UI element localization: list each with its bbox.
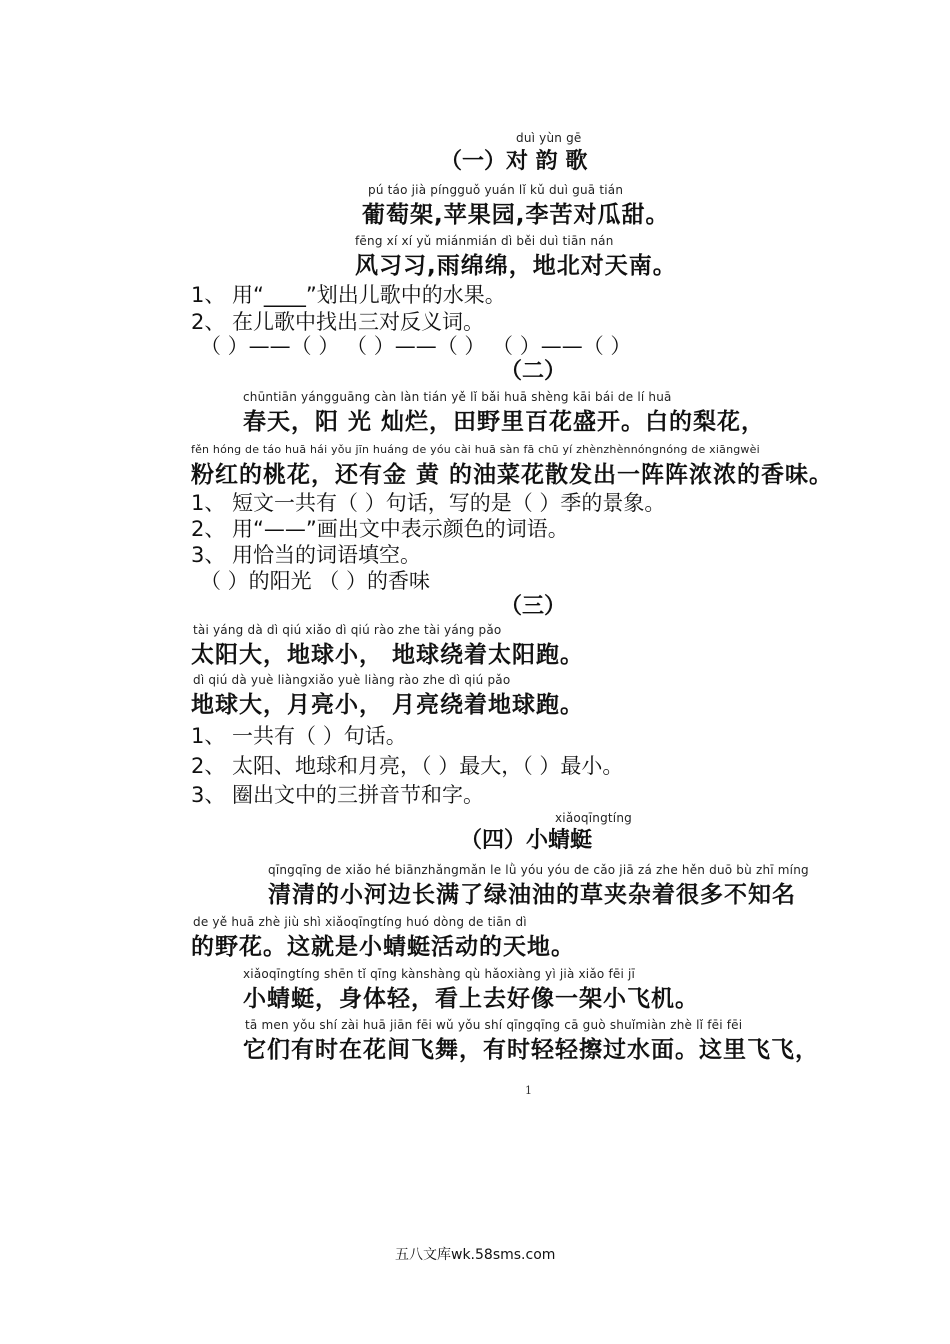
s4-title: （四）小蜻蜓: [460, 828, 593, 853]
s4-line1: 清清的小河边长满了绿油油的草夹杂着很多不知名: [268, 882, 796, 908]
s2-answer-blanks: （ ）的阳光 （ ）的香味: [200, 569, 431, 593]
s1-question-1: 1、 用“____”划出儿歌中的水果。: [191, 283, 506, 307]
s4-line1-pinyin: qīngqīng de xiǎo hé biānzhǎngmǎn le lǜ yóu yóu de cǎo jiā zá zhe hěn duō bù zhī míng: [268, 863, 809, 877]
s4-line4: 它们有时在花间飞舞，有时轻轻擦过水面。这里飞飞，: [243, 1037, 819, 1063]
s2-question-1: 1、 短文一共有（ ）句话，写的是（ ）季的景象。: [191, 491, 666, 515]
s3-line1: 太阳大，地球小， 地球绕着太阳跑。: [191, 642, 585, 668]
s2-title: （二）: [500, 359, 567, 384]
s2-question-3: 3、 用恰当的词语填空。: [191, 543, 422, 567]
s3-question-1: 1、 一共有（ ）句话。: [191, 724, 407, 748]
s2-line2-pinyin: fěn hóng de táo huā hái yǒu jīn huáng de yóu cài huā sàn fā chū yí zhènzhènnóngnóng de xiāngwèi: [191, 443, 760, 456]
s1-answer-blanks: （ ）——（ ） （ ）——（ ） （ ）——（ ）: [200, 334, 632, 358]
s1-title-pinyin: duì yùn gē: [516, 131, 582, 145]
s1-title: （一）对 韵 歌: [440, 149, 588, 174]
s3-question-3: 3、 圈出文中的三拼音节和字。: [191, 783, 485, 807]
s3-line2-pinyin: dì qiú dà yuè liàngxiǎo yuè liàng rào zhe dì qiú pǎo: [193, 673, 511, 687]
s4-line2: 的野花。这就是小蜻蜓活动的天地。: [191, 934, 575, 960]
s2-line2: 粉红的桃花，还有金 黄 的油菜花散发出一阵阵浓浓的香味。: [191, 462, 834, 488]
s1-line2: 风习习,雨绵绵，地北对天南。: [355, 253, 677, 279]
s3-line2: 地球大，月亮小， 月亮绕着地球跑。: [191, 692, 585, 718]
s4-line3: 小蜻蜓，身体轻，看上去好像一架小飞机。: [243, 986, 699, 1012]
s1-question-2: 2、 在儿歌中找出三对反义词。: [191, 310, 485, 334]
s1-line2-pinyin: fēng xí xí yǔ miánmián dì běi duì tiān nán: [355, 234, 614, 248]
s1-line1: 葡萄架,苹果园,李苦对瓜甜。: [362, 202, 670, 228]
s2-question-2: 2、 用“——”画出文中表示颜色的词语。: [191, 517, 569, 541]
s4-line3-pinyin: xiǎoqīngtíng shēn tǐ qīng kànshàng qù hǎoxiàng yì jià xiǎo fēi jī: [243, 967, 636, 981]
s4-line4-pinyin: tā men yǒu shí zài huā jiān fēi wǔ yǒu shí qīngqīng cā guò shuǐmiàn zhè lǐ fēi fēi: [245, 1018, 743, 1032]
s1-line1-pinyin: pú táo jià píngguǒ yuán lǐ kǔ duì guā tián: [368, 183, 624, 197]
s2-line1: 春天，阳 光 灿烂，田野里百花盛开。白的梨花，: [243, 409, 766, 435]
s3-line1-pinyin: tài yáng dà dì qiú xiǎo dì qiú rào zhe tài yáng pǎo: [193, 623, 502, 637]
s4-title-pinyin: xiǎoqīngtíng: [555, 811, 632, 825]
s4-line2-pinyin: de yě huā zhè jiù shì xiǎoqīngtíng huó dòng de tiān dì: [193, 915, 527, 929]
s3-question-2: 2、 太阳、地球和月亮，（ ）最大，（ ）最小。: [191, 754, 624, 778]
footer-watermark: 五八文库wk.58sms.com: [395, 1247, 556, 1263]
s2-line1-pinyin: chūntiān yángguāng càn làn tián yě lǐ bǎi huā shèng kāi bái de lí huā: [243, 390, 672, 404]
page-number: 1: [525, 1084, 532, 1097]
s3-title: （三）: [500, 594, 567, 619]
